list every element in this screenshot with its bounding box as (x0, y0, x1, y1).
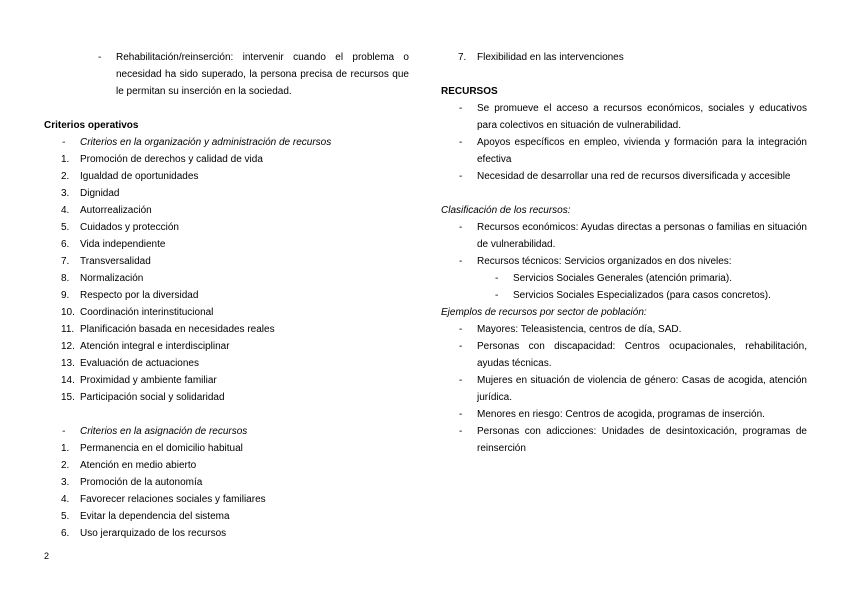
item-number: 3. (61, 477, 70, 488)
right-column (441, 49, 807, 457)
item-text: Evaluación de actuaciones (80, 358, 199, 369)
item-text: Normalización (80, 273, 144, 284)
list-item (441, 372, 807, 406)
list-item (44, 457, 409, 474)
page-number: 2 (44, 551, 50, 561)
item-number: 12. (61, 341, 75, 352)
item-text: Promoción de derechos y calidad de vida (80, 154, 263, 165)
item-text: Coordinación interinstitucional (80, 307, 214, 318)
list-item (44, 253, 409, 270)
list-item (441, 219, 807, 253)
item-text: Personas con adicciones: Unidades de desintoxicación, programas de reinserción (477, 426, 807, 454)
list-item (44, 151, 409, 168)
list-item (441, 100, 807, 134)
list-item (441, 168, 807, 185)
left-column (44, 49, 409, 542)
list-item (44, 508, 409, 525)
item-text: Mujeres en situación de violencia de género: Casas de acogida, atención jurídica. (477, 375, 807, 403)
list-item (441, 287, 807, 304)
list-item (44, 236, 409, 253)
list-item (44, 440, 409, 457)
item-text: Personas con discapacidad: Centros ocupacionales, rehabilitación, ayudas técnicas. (477, 341, 807, 369)
list-item (441, 423, 807, 457)
examples-list (441, 321, 807, 457)
item-text: Dignidad (80, 188, 120, 199)
item-text: Atención integral e interdisciplinar (80, 341, 230, 352)
list-item (441, 406, 807, 423)
item-text: Atención en medio abierto (80, 460, 197, 471)
dash-marker: - (459, 375, 463, 386)
list-item (44, 304, 409, 321)
list-item (44, 219, 409, 236)
item-number: 2. (61, 171, 70, 182)
criteria-title: Criterios operativos (44, 120, 139, 131)
list-item (44, 372, 409, 389)
dash-marker: - (62, 137, 66, 148)
list-item (441, 134, 807, 168)
list-item (44, 168, 409, 185)
item-text: Mayores: Teleasistencia, centros de día, SAD. (477, 324, 682, 335)
rehabilitation-text: Rehabilitación/reinserción: intervenir cuando el problema o necesidad ha sido superado, la persona precisa de recursos que le permitan su inserción en la sociedad. (116, 52, 409, 97)
item-number: 1. (61, 154, 70, 165)
item-number: 10. (61, 307, 75, 318)
list-item (44, 185, 409, 202)
list-item (44, 389, 409, 406)
item-number: 3. (61, 188, 70, 199)
item-text: Favorecer relaciones sociales y familiares (80, 494, 266, 505)
item-text: Participación social y solidaridad (80, 392, 225, 403)
org-subtitle: Criterios en la organización y administración de recursos (80, 137, 332, 148)
item-number: 4. (61, 494, 70, 505)
item-number: 5. (61, 511, 70, 522)
dash-marker: - (62, 426, 66, 437)
item-text: Servicios Sociales Generales (atención primaria). (513, 273, 732, 284)
org-criteria-list (44, 151, 409, 406)
dash-marker: - (459, 409, 463, 420)
list-item (44, 474, 409, 491)
item-text: Planificación basada en necesidades reales (80, 324, 275, 335)
resources-list (441, 100, 807, 185)
dash-marker: - (459, 137, 463, 148)
assign-subtitle: Criterios en la asignación de recursos (80, 426, 248, 437)
item-number: 14. (61, 375, 75, 386)
list-item (44, 525, 409, 542)
dash-marker: - (459, 426, 463, 437)
item-text: Apoyos específicos en empleo, vivienda y formación para la integración efectiva (477, 137, 807, 165)
assign-criteria-list (44, 440, 409, 542)
dash-marker: - (459, 256, 463, 267)
item-text: Permanencia en el domicilio habitual (80, 443, 243, 454)
item-text: Respecto por la diversidad (80, 290, 199, 301)
dash-marker: - (459, 103, 463, 114)
dash-marker: - (495, 273, 499, 284)
item-text: Recursos económicos: Ayudas directas a personas o familias en situación de vulnerabilidad. (477, 222, 807, 250)
item-text: Se promueve el acceso a recursos económicos, sociales y educativos para colectivos en situación de vulnerabilidad. (477, 103, 807, 131)
item-text: Autorrealización (80, 205, 152, 216)
item-number: 2. (61, 460, 70, 471)
item-text: Flexibilidad en las intervenciones (477, 52, 624, 63)
list-item (441, 253, 807, 270)
item-text: Igualdad de oportunidades (80, 171, 199, 182)
item-number: 4. (61, 205, 70, 216)
item-number: 7. (61, 256, 70, 267)
resources-title: RECURSOS (441, 86, 498, 97)
dash-marker: - (459, 324, 463, 335)
item-text: Transversalidad (80, 256, 151, 267)
item-text: Promoción de la autonomía (80, 477, 203, 488)
item-number: 6. (61, 528, 70, 539)
item-number: 6. (61, 239, 70, 250)
item-text: Necesidad de desarrollar una red de recursos diversificada y accesible (477, 171, 791, 182)
list-item (44, 202, 409, 219)
dash-marker: - (459, 341, 463, 352)
list-item (44, 491, 409, 508)
item-number: 9. (61, 290, 70, 301)
list-item (441, 270, 807, 287)
item-text: Evitar la dependencia del sistema (80, 511, 230, 522)
list-item (44, 338, 409, 355)
dash-marker: - (98, 52, 102, 63)
dash-marker: - (459, 222, 463, 233)
item-text: Vida independiente (80, 239, 166, 250)
flexibility-item (441, 49, 807, 66)
item-number: 13. (61, 358, 75, 369)
classification-title: Clasificación de los recursos: (441, 205, 571, 216)
item-text: Recursos técnicos: Servicios organizados en dos niveles: (477, 256, 732, 267)
item-number: 7. (458, 52, 467, 63)
item-number: 11. (61, 324, 75, 335)
item-text: Menores en riesgo: Centros de acogida, programas de inserción. (477, 409, 765, 420)
list-item (44, 270, 409, 287)
rehabilitation-item (44, 49, 409, 100)
list-item (441, 321, 807, 338)
item-text: Servicios Sociales Especializados (para casos concretos). (513, 290, 771, 301)
list-item (44, 287, 409, 304)
assign-subtitle-item (44, 423, 409, 440)
item-number: 15. (61, 392, 75, 403)
dash-marker: - (495, 290, 499, 301)
list-item (44, 355, 409, 372)
item-number: 1. (61, 443, 70, 454)
item-text: Proximidad y ambiente familiar (80, 375, 217, 386)
item-text: Cuidados y protección (80, 222, 179, 233)
item-number: 5. (61, 222, 70, 233)
list-item (441, 338, 807, 372)
org-subtitle-item (44, 134, 409, 151)
examples-title: Ejemplos de recursos por sector de población: (441, 307, 647, 318)
item-text: Uso jerarquizado de los recursos (80, 528, 227, 539)
list-item (44, 321, 409, 338)
dash-marker: - (459, 171, 463, 182)
item-number: 8. (61, 273, 70, 284)
